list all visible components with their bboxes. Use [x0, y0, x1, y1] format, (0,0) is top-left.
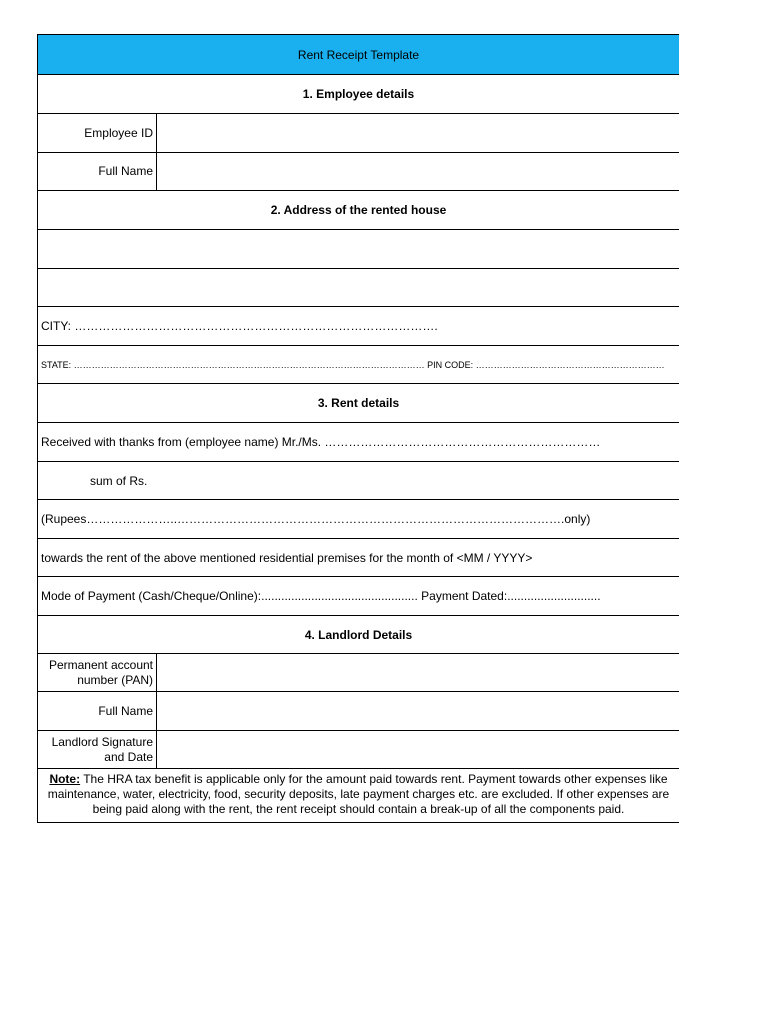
landlord-pan-row: [38, 654, 679, 692]
landlord-section-heading: 4. Landlord Details: [38, 616, 679, 654]
page-title: Rent Receipt Template: [297, 47, 420, 62]
received-from-text: Received with thanks from (employee name) Mr./Ms. ……………………………………………………………: [41, 435, 601, 449]
address-line-1[interactable]: [38, 230, 679, 269]
landlord-signature-field[interactable]: [157, 731, 679, 768]
employee-id-row: [38, 114, 679, 153]
rupees-text: (Rupees…………………..…………………………………………………………………………………….only): [41, 512, 591, 526]
employee-section-heading: 1. Employee details: [38, 75, 679, 114]
towards-row[interactable]: [38, 539, 679, 577]
address-section-heading: 2. Address of the rented house: [38, 191, 679, 230]
landlord-signature-row: [38, 731, 679, 769]
city-row[interactable]: [38, 307, 679, 346]
landlord-signature-label: Landlord Signature and Date: [38, 731, 157, 768]
landlord-pan-label: Permanent account number (PAN): [38, 654, 157, 691]
sum-label: sum of Rs.: [90, 473, 148, 488]
employee-name-field[interactable]: [157, 153, 679, 190]
employee-name-row: [38, 153, 679, 191]
landlord-name-field[interactable]: [157, 692, 679, 730]
title-row: [38, 35, 679, 75]
towards-text: towards the rent of the above mentioned residential premises for the month of <MM / YYYY>: [41, 550, 533, 565]
address-line-2[interactable]: [38, 269, 679, 307]
note-label: Note:: [49, 772, 81, 786]
employee-id-field[interactable]: [157, 114, 679, 152]
state-pin-label: STATE: ……………………………………………………………………………………………………… PIN CODE: ………………………………………………………: [41, 359, 665, 370]
employee-name-label: Full Name: [38, 153, 157, 190]
landlord-name-row: [38, 692, 679, 731]
payment-mode-row[interactable]: [38, 577, 679, 616]
state-pin-row[interactable]: [38, 346, 679, 384]
rent-section-heading: 3. Rent details: [38, 384, 679, 423]
rent-receipt-sheet: [37, 34, 679, 823]
landlord-pan-field[interactable]: [157, 654, 679, 691]
received-from-row[interactable]: [38, 423, 679, 462]
payment-mode-text: Mode of Payment (Cash/Cheque/Online):............................................... Payment Dated:............................: [41, 589, 601, 603]
landlord-name-label: Full Name: [38, 692, 157, 730]
note-text: The HRA tax benefit is applicable only for the amount paid towards rent. Payment towards other expenses like maintenance, water, electricity, food, security deposits, late payment charges etc. are excluded. If other expenses are being paid along with the rent, the rent receipt should contain a break-up of all the components paid.: [47, 772, 670, 816]
employee-id-label: Employee ID: [38, 114, 157, 152]
hra-note: [38, 769, 679, 823]
rupees-row[interactable]: [38, 500, 679, 539]
sum-row[interactable]: [38, 462, 679, 500]
city-label: CITY: ……………………………………………………………………………….: [41, 319, 438, 333]
